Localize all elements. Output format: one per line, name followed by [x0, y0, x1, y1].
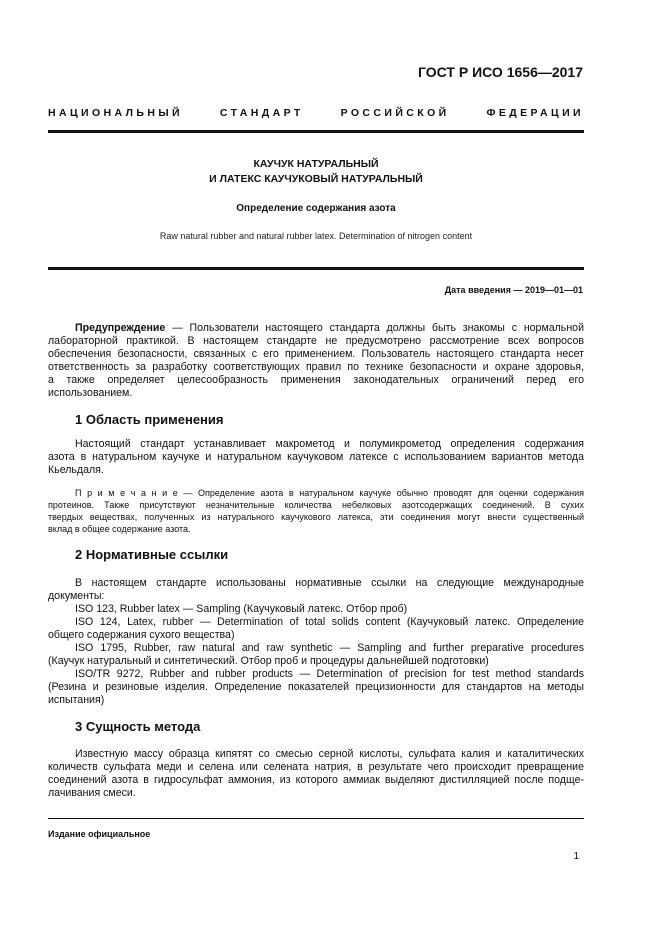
section-1-paragraph: [48, 438, 584, 477]
section-2-heading: 2 Нормативные ссылки: [75, 547, 229, 562]
header-rule: [48, 130, 584, 133]
section-3-line: количеств сульфата меди и селена или селената натрия, в результате чего происходит превращение: [48, 761, 584, 773]
reference-iso-tr-9272-cont: (Резина и резиновые изделия. Определение показателей прецизионности для стандартов на методы: [48, 681, 584, 693]
title-line-1: КАУЧУК НАТУРАЛЬНЫЙ: [253, 158, 379, 170]
official-edition-label: Издание официальное: [48, 829, 151, 839]
section-3-heading: 3 Сущность метода: [75, 719, 201, 734]
section-1-line: азота в натуральном каучуке и натуральном каучуковом латексе с использованием вариантов метода: [48, 451, 584, 463]
reference-iso-124-cont: общего содержания сухого вещества): [48, 629, 235, 641]
standard-code: ГОСТ Р ИСО 1656—2017: [418, 64, 583, 80]
title-line-2: И ЛАТЕКС КАУЧУКОВЫЙ НАТУРАЛЬНЫЙ: [209, 173, 423, 185]
reference-iso-1795: ISO 1795, Rubber, raw natural and raw synthetic — Sampling and further preparative procedures: [75, 642, 584, 654]
section-3-line: Известную массу образца кипятят со смесью серной кислоты, сульфата калия и каталитических: [75, 748, 584, 760]
warning-paragraph: [48, 322, 584, 400]
warning-line: а также определяет целесообразность применения законодательных ограничений перед его: [48, 374, 584, 386]
section-3-paragraph: [48, 748, 584, 800]
note-line: П р и м е ч а н и е — Определение азота в натуральном каучуке обычно проводят для оценки содержания: [75, 488, 584, 498]
english-title: Raw natural rubber and natural rubber latex. Determination of nitrogen content: [159, 231, 473, 241]
note-line: протеинов. Также присутствуют незначительные количества небелковых азотсодержащих соединений. В сухих: [48, 500, 584, 510]
warning-line: использованием.: [48, 387, 133, 399]
page-number: 1: [573, 851, 579, 862]
section-2-line: документы:: [48, 590, 105, 602]
note-lead: П р и м е ч а н и е: [75, 488, 178, 498]
warning-line: Предупреждение — Пользователи настоящего стандарта должны быть знакомы с нормальной: [75, 322, 584, 334]
subtitle: Определение содержания азота: [236, 203, 396, 214]
reference-iso-tr-9272: ISO/TR 9272, Rubber and rubber products — Determination of precision for test method standards: [75, 668, 584, 680]
note-line: твердых веществах, полученных из натурального каучукового латекса, эти соединения могут внести существенный: [48, 512, 584, 522]
section-1-line: Кьельдаля.: [48, 464, 104, 476]
footer-rule: [48, 818, 584, 819]
note-line: вклад в общее содержание азота.: [48, 524, 191, 534]
reference-iso-tr-9272-end: испытания): [48, 694, 105, 706]
warning-line: ответственность за разработку соответствующих правил по технике безопасности и охране здоровья,: [48, 361, 584, 373]
title-rule: [48, 267, 584, 270]
section-1-heading: 1 Область применения: [75, 412, 224, 427]
section-2-line: В настоящем стандарте использованы нормативные ссылки на следующие международные: [75, 577, 584, 589]
warning-line: лабораторной практикой. В настоящем стандарте не предусмотрено рассмотрение всех вопросов: [48, 335, 584, 347]
reference-iso-124: ISO 124, Latex, rubber — Determination of total solids content (Каучуковый латекс. Определение: [75, 616, 584, 628]
warning-line: обеспечения безопасности, связанных с его применением. Пользователь настоящего стандарта несет: [48, 348, 584, 360]
section-3-line: лачивания смеси.: [48, 787, 136, 799]
section-1-line: Настоящий стандарт устанавливает макрометод и полумикрометод определения содержания: [75, 438, 584, 450]
warning-lead: Предупреждение: [75, 322, 166, 334]
reference-iso-1795-cont: (Каучук натуральный и синтетический. Отбор проб и процедуры дальнейшей подготовки): [48, 655, 489, 667]
national-standard-banner: НАЦИОНАЛЬНЫЙ СТАНДАРТ РОССИЙСКОЙ ФЕДЕРАЦИИ: [48, 107, 584, 119]
reference-iso-123: ISO 123, Rubber latex — Sampling (Каучуковый латекс. Отбор проб): [75, 603, 408, 615]
section-3-line: соединений азота в гидросульфат аммония, из которого аммиак выделяют дистилляцией после подще-: [48, 774, 584, 786]
introduction-date: Дата введения — 2019—01—01: [444, 285, 583, 295]
section-2-paragraph: [48, 577, 584, 707]
section-1-note: [48, 487, 584, 535]
